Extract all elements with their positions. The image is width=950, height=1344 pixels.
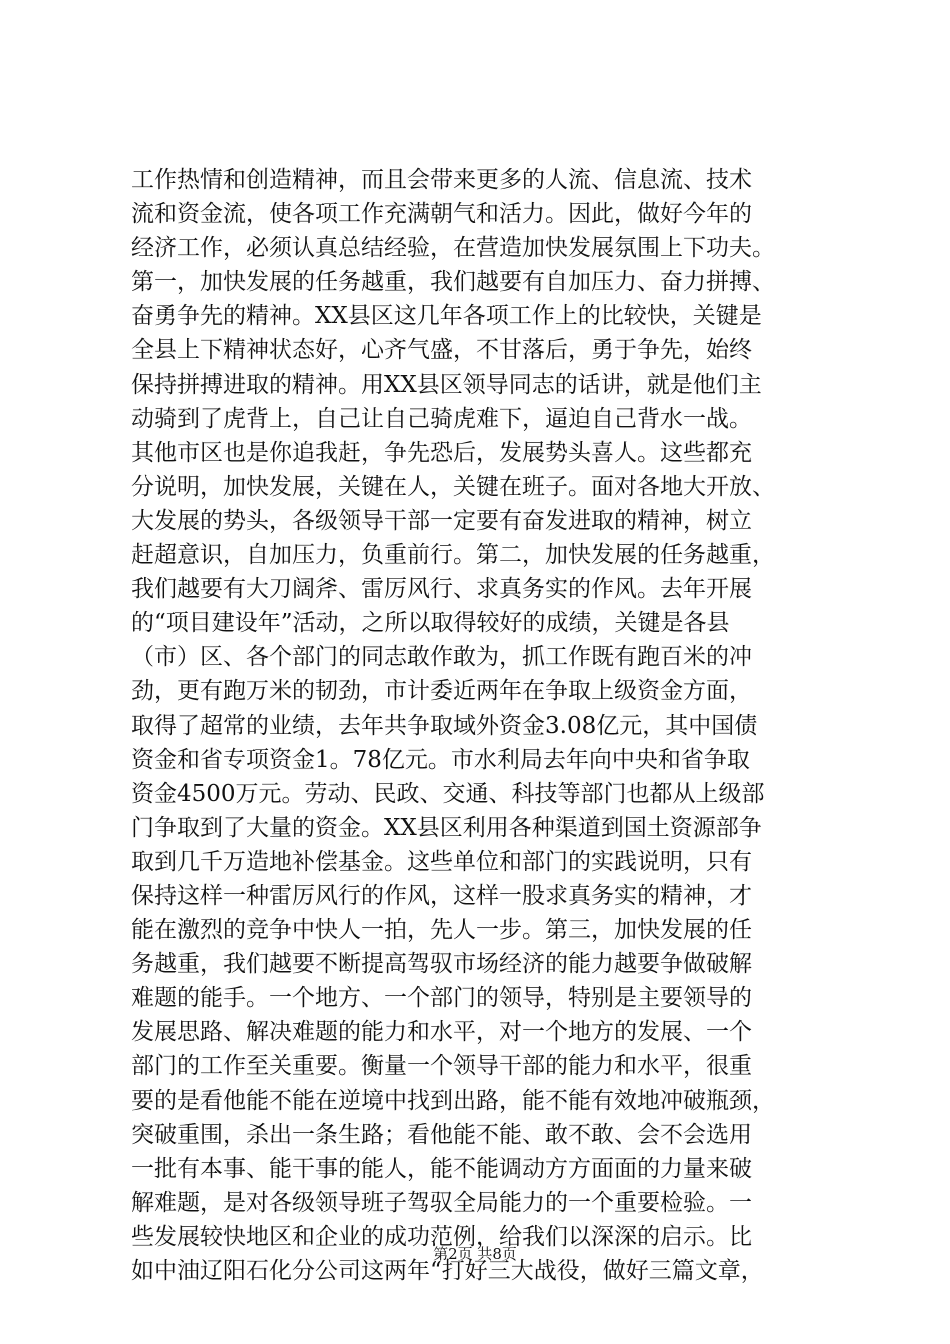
text-line: 的“项目建设年”活动，之所以取得较好的成绩，关键是各县 (131, 610, 730, 637)
text-line: 如中油辽阳石化分公司这两年“打好三大战役，做好三篇文章， (131, 1258, 764, 1284)
text-line: 一批有本事、能干事的能人，能不能调动方方面面的力量来破 (131, 1155, 752, 1182)
text-line: 能在激烈的竞争中快人一拍，先人一步。第三，加快发展的任 (131, 917, 752, 944)
text-line: 资金4500万元。劳动、民政、交通、科技等部门也都从上级部 (131, 780, 765, 807)
text-line: 难题的能手。一个地方、一个部门的领导，特别是主要领导的 (131, 985, 752, 1012)
text-line: 劲，更有跑万米的韧劲，市计委近两年在争取上级资金方面， (131, 678, 752, 705)
text-line: （市）区、各个部门的同志敢作敢为，抓工作既有跑百米的冲 (131, 644, 752, 671)
text-line: 我们越要有大刀阔斧、雷厉风行、求真务实的作风。去年开展 (131, 576, 752, 603)
text-line: 工作热情和创造精神，而且会带来更多的人流、信息流、技术 (131, 167, 752, 193)
text-line: 动骑到了虎背上，自己让自己骑虎难下，逼迫自己背水一战。 (131, 405, 752, 432)
text-line: 取得了超常的业绩，去年共争取域外资金3.08亿元，其中国债 (131, 712, 758, 739)
text-line: 些发展较快地区和企业的成功范例，给我们以深深的启示。比 (131, 1223, 752, 1250)
text-line: 第一，加快发展的任务越重，我们越要有自加压力、奋力拼搏、 (131, 269, 775, 296)
text-line: 经济工作，必须认真总结经验，在营造加快发展氛围上下功夫。 (131, 235, 775, 262)
page-footer: 第2页 共8页 (433, 1245, 517, 1263)
text-line: 全县上下精神状态好，心齐气盛，不甘落后，勇于争先，始终 (131, 337, 752, 364)
body-text (131, 163, 831, 1288)
text-line: 其他市区也是你追我赶，争先恐后，发展势头喜人。这些都充 (131, 439, 752, 466)
text-line: 门争取到了大量的资金。XX县区利用各种渠道到国土资源部争 (131, 814, 762, 841)
text-line: 大发展的势头，各级领导干部一定要有奋发进取的精神，树立 (131, 507, 752, 534)
text-line: 保持这样一种雷厉风行的作风，这样一股求真务实的精神，才 (131, 882, 752, 909)
text-line: 部门的工作至关重要。衡量一个领导干部的能力和水平，很重 (131, 1053, 752, 1080)
text-line: 保持拼搏进取的精神。用XX县区领导同志的话讲，就是他们主 (131, 371, 762, 398)
text-line: 要的是看他能不能在逆境中找到出路，能不能有效地冲破瓶颈， (131, 1087, 775, 1114)
text-line: 赶超意识，自加压力，负重前行。第二，加快发展的任务越重， (131, 542, 775, 569)
text-line: 突破重围，杀出一条生路；看他能不能、敢不敢、会不会选用 (131, 1121, 752, 1148)
text-line: 解难题，是对各级领导班子驾驭全局能力的一个重要检验。一 (131, 1189, 752, 1216)
text-line: 务越重，我们越要不断提高驾驭市场经济的能力越要争做破解 (131, 951, 752, 978)
text-line: 奋勇争先的精神。XX县区这几年各项工作上的比较快，关键是 (131, 303, 762, 330)
text-line: 取到几千万造地补偿基金。这些单位和部门的实践说明，只有 (131, 848, 752, 875)
text-line: 发展思路、解决难题的能力和水平，对一个地方的发展、一个 (131, 1019, 752, 1046)
text-line: 资金和省专项资金1。78亿元。市水利局去年向中央和省争取 (131, 746, 750, 773)
text-line: 分说明，加快发展，关键在人，关键在班子。面对各地大开放、 (131, 473, 775, 500)
text-line: 流和资金流，使各项工作充满朝气和活力。因此，做好今年的 (131, 201, 752, 228)
